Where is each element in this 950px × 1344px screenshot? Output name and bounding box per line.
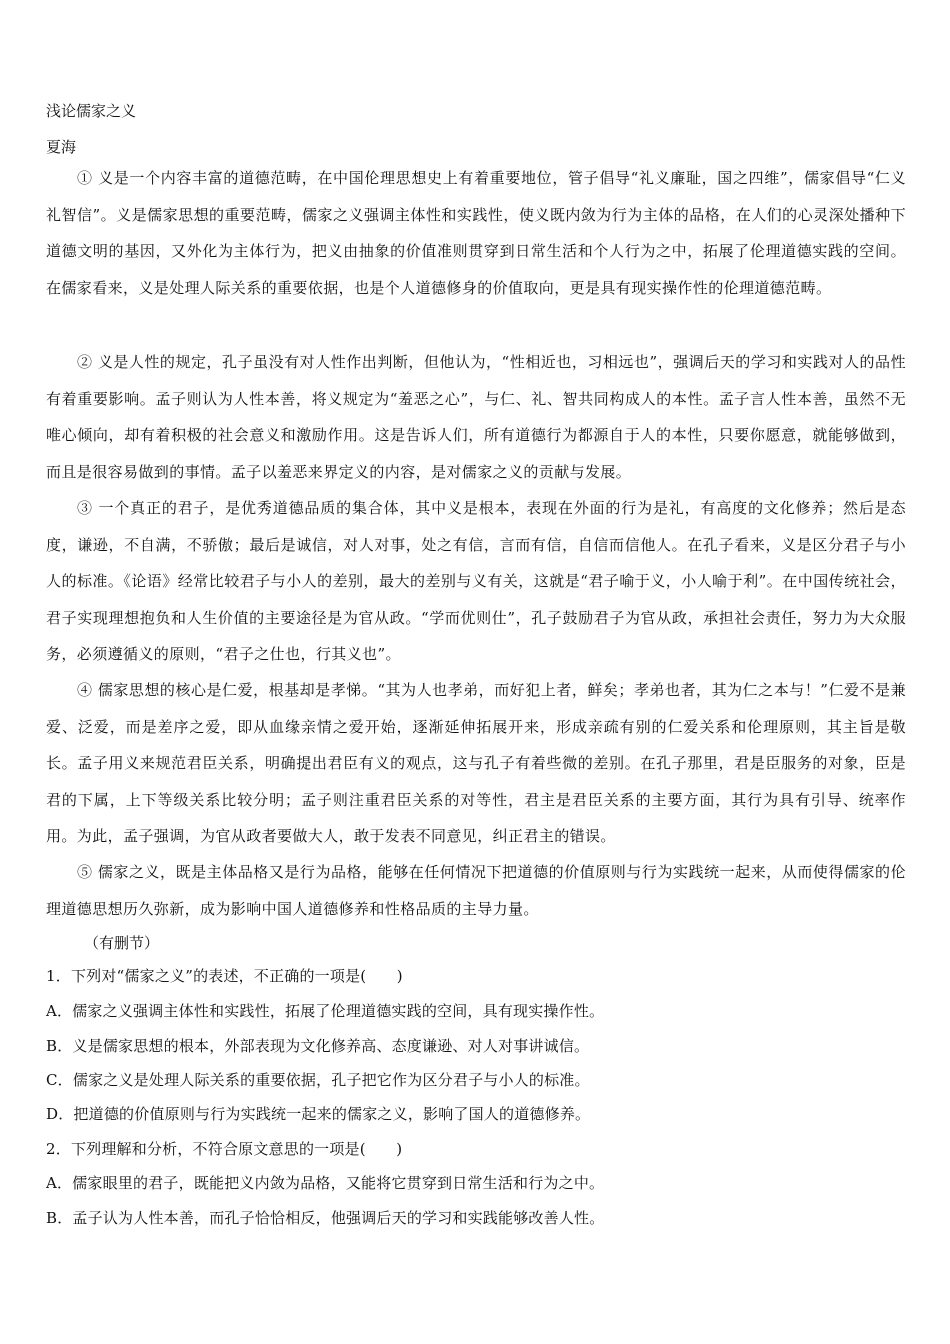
question-2-stem: 2．下列理解和分析，不符合原文意思的一项是( ) <box>46 1140 403 1158</box>
question-1-option-b: B．义是儒家思想的根本，外部表现为文化修养高、态度谦逊、对人对事讲诚信。 <box>46 1037 590 1055</box>
question-1-option-a: A．儒家之义强调主体性和实践性，拓展了伦理道德实践的空间，具有现实操作性。 <box>46 1002 605 1020</box>
paragraph-1: ① 义是一个内容丰富的道德范畴，在中国伦理思想史上有着重要地位，管子倡导“礼义廉耻，国之四维”，儒家倡导“仁义礼智信”。义是儒家思想的重要范畴，儒家之义强调主体性和实践性，使义既内敛为行为主体的品格，在人们的心灵深处播种下道德文明的基因，又外化为主体行为，把义由抽象的价值准则贯穿到日常生活和个人行为之中，拓展了伦理道德实践的空间。在儒家看来，义是处理人际关系的重要依据，也是个人道德修身的价值取向，更是具有现实操作性的伦理道德范畴。 <box>46 169 906 297</box>
question-1-option-c: C．儒家之义是处理人际关系的重要依据，孔子把它作为区分君子与小人的标准。 <box>46 1071 590 1089</box>
article-title: 浅论儒家之义 <box>46 102 137 120</box>
question-2-option-a: A．儒家眼里的君子，既能把义内敛为品格，又能将它贯穿到日常生活和行为之中。 <box>46 1174 605 1192</box>
question-1-stem: 1．下列对“儒家之义”的表述，不正确的一项是( ) <box>46 967 403 985</box>
paragraph-3: ③ 一个真正的君子，是优秀道德品质的集合体，其中义是根本，表现在外面的行为是礼，有高度的文化修养；然后是态度，谦逊，不自满，不骄傲；最后是诚信，对人对事，处之有信，言而有信，自信而信他人。在孔子看来，义是区分君子与小人的标准。《论语》经常比较君子与小人的差别，最大的差别与义有关，这就是“君子喻于义，小人喻于利”。在中国传统社会，君子实现理想抱负和人生价值的主要途径是为官从政。“学而优则仕”，孔子鼓励君子为官从政，承担社会责任，努力为大众服务，必须遵循义的原则，“君子之仕也，行其义也”。 <box>46 499 906 664</box>
question-2-option-b: B．孟子认为人性本善，而孔子恰恰相反，他强调后天的学习和实践能够改善人性。 <box>46 1209 605 1227</box>
paragraph-5: ⑤ 儒家之义，既是主体品格又是行为品格，能够在任何情况下把道德的价值原则与行为实践统一起来，从而使得儒家的伦理道德思想历久弥新，成为影响中国人道德修养和性格品质的主导力量。 <box>46 863 906 918</box>
paragraph-2: ② 义是人性的规定，孔子虽没有对人性作出判断，但他认为，“性相近也，习相远也”，强调后天的学习和实践对人的品性有着重要影响。孟子则认为人性本善，将义规定为“羞恶之心”，与仁、礼、智共同构成人的本性。孟子言人性本善，虽然不无唯心倾向，却有着积极的社会意义和激励作用。这是告诉人们，所有道德行为都源自于人的本性，只要你愿意，就能够做到，而且是很容易做到的事情。孟子以羞恶来界定义的内容，是对儒家之义的贡献与发展。 <box>46 353 906 481</box>
question-1-option-d: D．把道德的价值原则与行为实践统一起来的儒家之义，影响了国人的道德修养。 <box>46 1105 591 1123</box>
paragraph-4: ④ 儒家思想的核心是仁爱，根基却是孝悌。“其为人也孝弟，而好犯上者，鲜矣；孝弟也者，其为仁之本与！”仁爱不是兼爱、泛爱，而是差序之爱，即从血缘亲情之爱开始，逐渐延伸拓展开来，形成亲疏有别的仁爱关系和伦理原则，其主旨是敬长。孟子用义来规范君臣关系，明确提出君臣有义的观点，这与孔子有着些微的差别。在孔子那里，君是臣服务的对象，臣是君的下属，上下等级关系比较分明；孟子则注重君臣关系的对等性，君主是君臣关系的主要方面，其行为具有引导、统率作用。为此，孟子强调，为官从政者要做大人，敢于发表不同意见，纠正君主的错误。 <box>46 681 906 846</box>
article-author: 夏海 <box>46 138 77 156</box>
abridged-note: （有删节） <box>84 934 160 952</box>
